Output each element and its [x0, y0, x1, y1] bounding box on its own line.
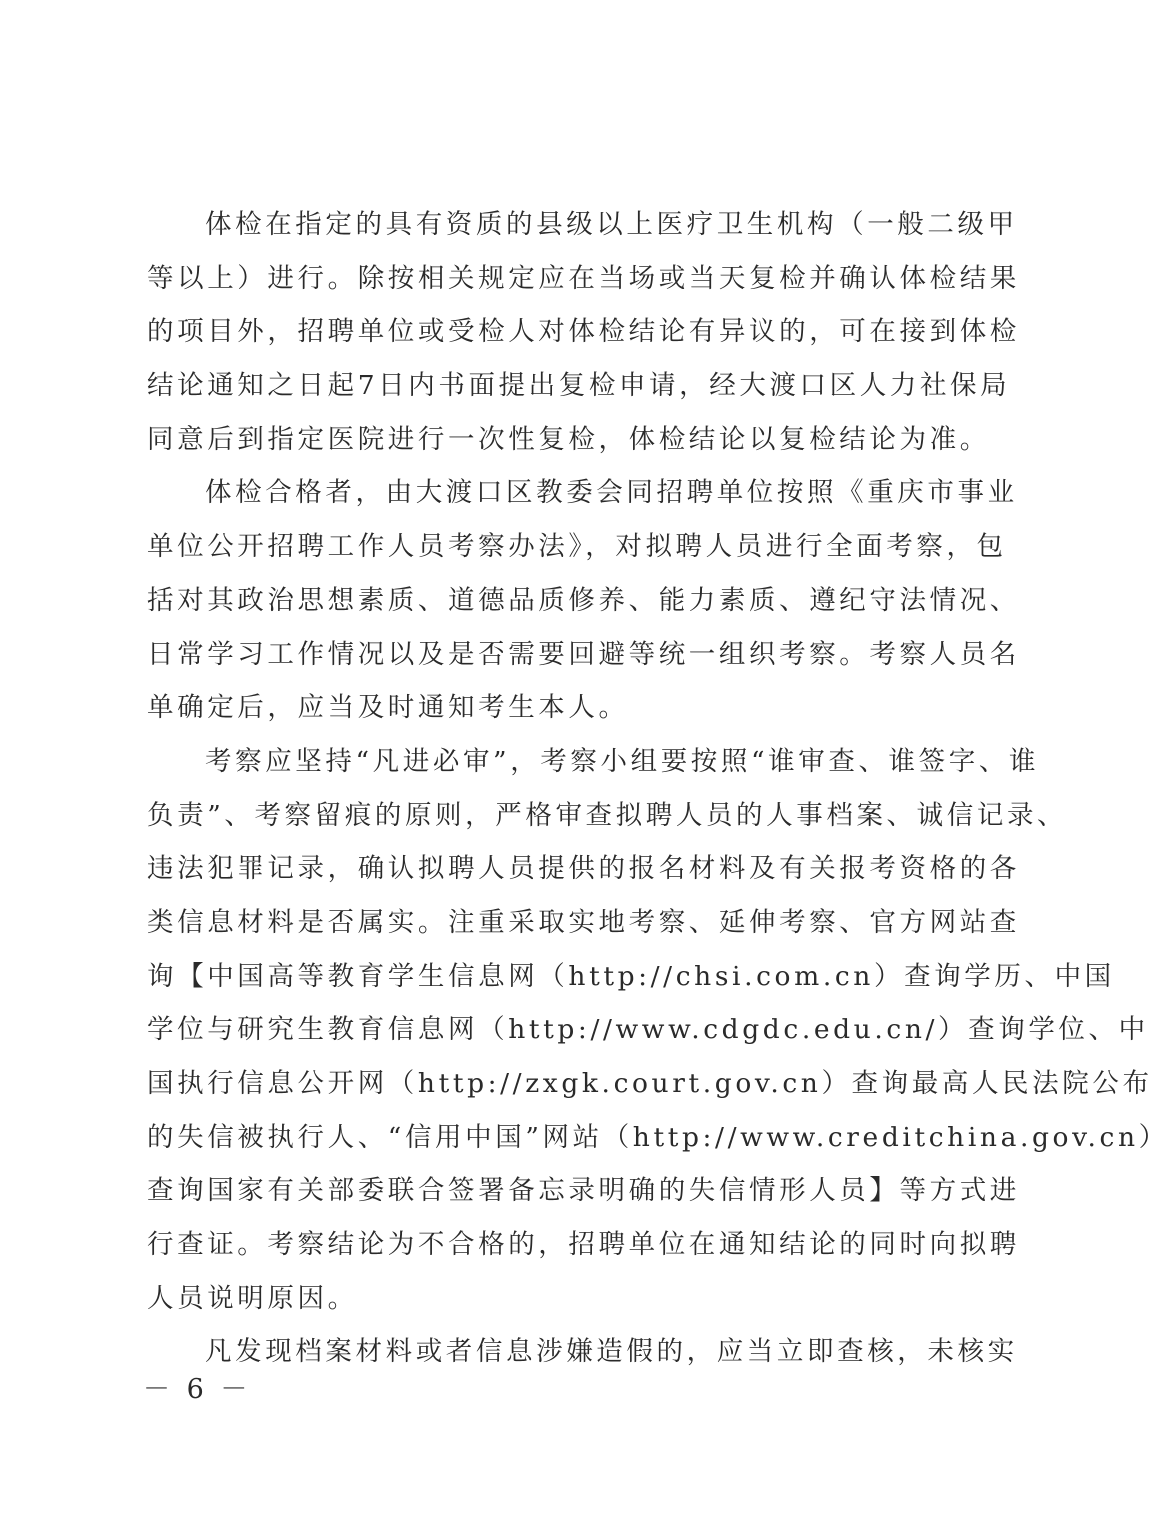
text-line: 人员说明原因。	[147, 1282, 358, 1314]
text-line: 体检在指定的具有资质的县级以上医疗卫生机构（一般二级甲	[205, 209, 1018, 240]
text-line: 日常学习工作情况以及是否需要回避等统一组织考察。考察人员名	[147, 638, 1020, 670]
page-number: － 6 －	[143, 1374, 252, 1405]
paragraph-falsification	[147, 1325, 1018, 1379]
text-line: 类信息材料是否属实。注重采取实地考察、延伸考察、官方网站查	[147, 906, 1020, 938]
paragraph-medical-exam	[147, 198, 1020, 466]
text-line: 的失信被执行人、“信用中国”网站（http://www.creditchina.gov.cn）	[147, 1121, 1169, 1153]
text-line: 的项目外，招聘单位或受检人对体检结论有异议的，可在接到体检	[147, 316, 1020, 348]
text-line: 等以上）进行。除按相关规定应在当场或当天复检并确认体检结果	[147, 262, 1020, 294]
text-line: 单位公开招聘工作人员考察办法》，对拟聘人员进行全面考察，包	[147, 531, 1007, 563]
text-line: 询【中国高等教育学生信息网（http://chsi.com.cn）查询学历、中国	[147, 960, 1115, 992]
text-line: 违法犯罪记录，确认拟聘人员提供的报名材料及有关报考资格的各	[147, 853, 1020, 885]
text-line: 结论通知之日起7日内书面提出复检申请，经大渡口区人力社保局	[147, 370, 1011, 402]
paragraph-inspection	[147, 466, 1020, 734]
text-line: 查询国家有关部委联合签署备忘录明确的失信情形人员】等方式进	[147, 1175, 1020, 1207]
text-line: 括对其政治思想素质、道德品质修养、能力素质、遵纪守法情况、	[147, 584, 1020, 616]
text-line: 体检合格者，由大渡口区教委会同招聘单位按照《重庆市事业	[205, 477, 1018, 509]
text-line: 同意后到指定医院进行一次性复检，体检结论以复检结论为准。	[147, 423, 990, 455]
text-line: 单确定后，应当及时通知考生本人。	[147, 692, 629, 724]
paragraph-review-principles	[147, 735, 1169, 1326]
text-line: 国执行信息公开网（http://zxgk.court.gov.cn）查询最高人民法院公布	[147, 1068, 1153, 1099]
text-line: 行查证。考察结论为不合格的，招聘单位在通知结论的同时向拟聘	[147, 1229, 1020, 1261]
text-line: 凡发现档案材料或者信息涉嫌造假的，应当立即查核，未核实	[205, 1336, 1018, 1368]
document-body	[147, 198, 1169, 1379]
text-line: 考察应坚持“凡进必审”，考察小组要按照“谁审查、谁签字、谁	[205, 745, 1040, 777]
text-line: 学位与研究生教育信息网（http://www.cdgdc.edu.cn/）查询学位、中	[147, 1014, 1149, 1046]
text-line: 负责”、考察留痕的原则，严格审查拟聘人员的人事档案、诚信记录、	[147, 799, 1068, 831]
